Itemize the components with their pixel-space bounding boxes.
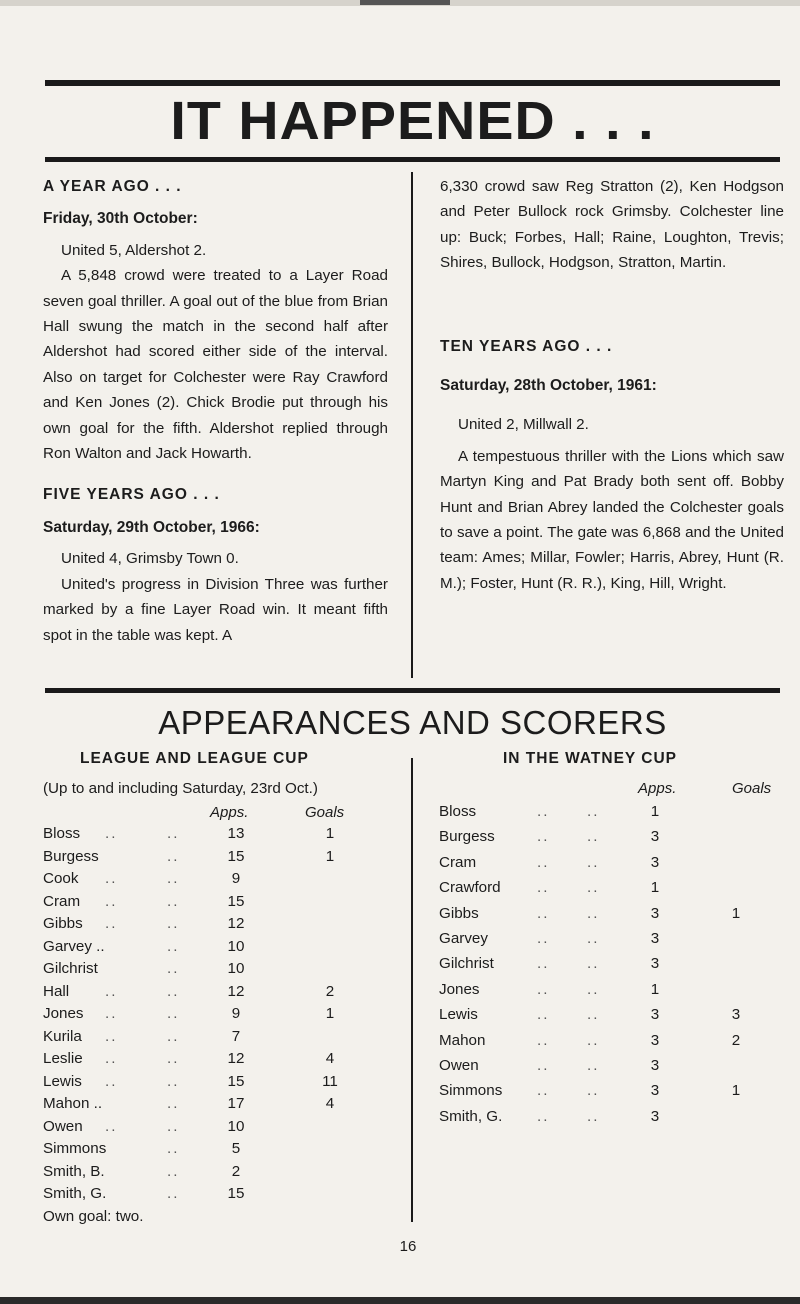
apps-value: 12	[227, 1050, 245, 1067]
goals-value: 2	[325, 982, 335, 1000]
player-name: Mahon ..	[43, 1095, 103, 1112]
goals-value: 1	[325, 825, 335, 842]
left-column	[43, 174, 388, 648]
apps-value: 3	[650, 1107, 660, 1125]
table-row	[439, 879, 779, 901]
leader-dots: ..	[167, 1027, 180, 1045]
leader-dots: ..	[167, 1005, 180, 1022]
player-name: Smith, B.	[43, 1162, 105, 1180]
watney-apps-header: Apps.	[638, 780, 677, 797]
apps-value: 3	[650, 1057, 660, 1074]
apps-value: 9	[231, 870, 241, 887]
table-row	[43, 1095, 373, 1117]
title-rule	[45, 157, 780, 162]
leader-dots: ..	[105, 1117, 118, 1135]
player-name: Cook	[43, 870, 79, 887]
table-row	[43, 938, 373, 960]
apps-value: 10	[227, 1117, 245, 1135]
leader-dots: ..	[587, 930, 600, 947]
player-name: Gilchrist	[439, 955, 494, 973]
player-name: Burgess	[43, 847, 99, 865]
leader-dots: ..	[167, 870, 180, 887]
apps-value: 15	[227, 1072, 245, 1090]
leader-dots: ..	[537, 904, 550, 922]
table-row	[439, 803, 779, 825]
five-years-ago-heading: FIVE YEARS AGO . . .	[43, 486, 220, 504]
five-years-ago-text-continued: 6,330 crowd saw Reg Stratton (2), Ken Hodgson and Peter Bullock rock Grimsby. Colchester line up: Buck; Forbes, Hall; Raine, Loughton, Trevis; Shires, Bullock, Hodgson, Stratton, Martin.	[440, 178, 784, 272]
goals-value: 1	[325, 847, 335, 865]
column-divider	[411, 172, 413, 678]
leader-dots: ..	[167, 1095, 180, 1112]
leader-dots: ..	[537, 1107, 550, 1125]
leader-dots: ..	[537, 803, 550, 820]
table-divider	[411, 758, 413, 1222]
leader-dots: ..	[537, 980, 550, 998]
leader-dots: ..	[587, 828, 600, 846]
apps-value: 17	[227, 1095, 245, 1112]
five-years-ago-date: Saturday, 29th October, 1966:	[43, 518, 260, 536]
leader-dots: ..	[537, 1006, 550, 1024]
leader-dots: ..	[537, 853, 550, 871]
leader-dots: ..	[167, 825, 180, 842]
top-rule	[45, 80, 780, 86]
leader-dots: ..	[587, 980, 600, 998]
leader-dots: ..	[105, 825, 118, 842]
apps-value: 9	[231, 1005, 241, 1022]
leader-dots: ..	[587, 803, 600, 820]
year-ago-heading: A YEAR AGO . . .	[43, 178, 182, 195]
leader-dots: ..	[537, 1057, 550, 1074]
apps-value: 12	[227, 982, 245, 1000]
player-name: Owen	[43, 1117, 83, 1135]
leader-dots: ..	[167, 915, 180, 932]
table-row	[439, 1082, 779, 1104]
table-row	[439, 828, 779, 850]
leader-dots: ..	[587, 853, 600, 871]
leader-dots: ..	[105, 982, 118, 1000]
player-name: Kurila	[43, 1027, 82, 1045]
watney-heading: IN THE WATNEY CUP	[503, 750, 678, 767]
player-name: Simmons	[439, 1082, 503, 1100]
leader-dots: ..	[587, 1057, 600, 1074]
apps-value: 3	[650, 955, 660, 973]
ten-years-ago-heading: TEN YEARS AGO . . .	[440, 337, 613, 355]
watney-goals-header: Goals	[732, 780, 772, 797]
leader-dots: ..	[105, 1005, 118, 1022]
leader-dots: ..	[105, 1027, 118, 1045]
player-name: Hall	[43, 982, 70, 1000]
leader-dots: ..	[167, 982, 180, 1000]
table-row	[43, 1140, 373, 1162]
leader-dots: ..	[167, 1117, 180, 1135]
goals-value: 2	[731, 1031, 741, 1049]
leader-dots: ..	[105, 915, 118, 932]
leader-dots: ..	[105, 892, 118, 910]
ten-years-ago-date: Saturday, 28th October, 1961:	[440, 377, 657, 395]
apps-value: 1	[650, 803, 660, 820]
player-name: Owen	[439, 1057, 479, 1074]
player-name: Mahon	[439, 1031, 486, 1049]
player-name: Jones	[439, 980, 480, 998]
leader-dots: ..	[167, 1050, 180, 1067]
apps-value: 1	[650, 879, 660, 897]
leader-dots: ..	[587, 955, 600, 973]
leader-dots: ..	[587, 1031, 600, 1049]
apps-value: 3	[650, 1006, 660, 1024]
own-goal-note: Own goal: two.	[43, 1208, 144, 1225]
leader-dots: ..	[167, 847, 180, 865]
player-name: Crawford	[439, 879, 501, 897]
table-row	[43, 1073, 373, 1095]
player-name: Garvey ..	[43, 937, 105, 955]
ten-years-ago-result: United 2, Millwall 2.	[458, 416, 589, 434]
table-row	[43, 1028, 373, 1050]
player-name: Cram	[43, 892, 81, 910]
player-name: Smith, G.	[439, 1107, 503, 1125]
five-years-ago-text: United's progress in Division Three was further marked by a fine Layer Road win. It meant fifth spot in the table was kept. A	[43, 575, 388, 644]
table-row	[43, 848, 373, 870]
table-row	[43, 825, 373, 847]
player-name: Burgess	[439, 828, 495, 846]
player-name: Cram	[439, 853, 477, 871]
player-name: Smith, G.	[43, 1185, 107, 1202]
player-name: Bloss	[439, 803, 477, 820]
goals-value: 11	[322, 1072, 338, 1090]
apps-value: 15	[227, 847, 245, 865]
five-years-ago-result: United 4, Grimsby Town 0.	[61, 550, 239, 568]
leader-dots: ..	[105, 870, 118, 887]
page-bottom-edge	[0, 1297, 800, 1304]
leader-dots: ..	[167, 937, 180, 955]
league-apps-header: Apps.	[210, 804, 249, 821]
goals-value: 1	[731, 1082, 741, 1100]
apps-value: 3	[650, 1031, 660, 1049]
leader-dots: ..	[587, 879, 600, 897]
leader-dots: ..	[587, 904, 600, 922]
table-row	[439, 1057, 779, 1079]
page-top-edge	[0, 0, 800, 6]
apps-value: 3	[650, 930, 660, 947]
leader-dots: ..	[537, 828, 550, 846]
apps-value: 10	[227, 937, 245, 955]
apps-value: 3	[650, 1082, 660, 1100]
leader-dots: ..	[167, 960, 180, 977]
table-row	[43, 1050, 373, 1072]
table-row	[43, 893, 373, 915]
player-name: Bloss	[43, 825, 81, 842]
year-ago-date: Friday, 30th October:	[43, 210, 198, 228]
player-name: Leslie	[43, 1050, 83, 1067]
apps-value: 12	[227, 915, 245, 932]
goals-value: 1	[325, 1005, 335, 1022]
player-name: Garvey	[439, 930, 488, 947]
apps-value: 3	[650, 828, 660, 846]
table-row	[439, 854, 779, 876]
goals-value: 4	[325, 1050, 335, 1067]
table-row	[439, 905, 779, 927]
goals-value: 1	[731, 904, 741, 922]
leader-dots: ..	[587, 1006, 600, 1024]
player-name: Jones	[43, 1005, 84, 1022]
table-row	[43, 960, 373, 982]
apps-value: 2	[231, 1162, 241, 1180]
goals-value: 3	[731, 1006, 741, 1024]
leader-dots: ..	[167, 1185, 180, 1202]
leader-dots: ..	[105, 1072, 118, 1090]
table-row	[43, 1185, 373, 1207]
league-goals-header: Goals	[305, 804, 345, 821]
player-name: Gibbs	[439, 904, 479, 922]
leader-dots: ..	[167, 1162, 180, 1180]
apps-value: 7	[231, 1027, 241, 1045]
table-row	[43, 915, 373, 937]
leader-dots: ..	[167, 1072, 180, 1090]
table-row	[439, 1006, 779, 1028]
player-name: Gibbs	[43, 915, 83, 932]
leader-dots: ..	[537, 1082, 550, 1100]
leader-dots: ..	[167, 892, 180, 910]
apps-value: 3	[650, 904, 660, 922]
leader-dots: ..	[537, 930, 550, 947]
apps-value: 5	[231, 1140, 241, 1157]
goals-value: 4	[325, 1095, 335, 1112]
league-heading: LEAGUE AND LEAGUE CUP	[80, 750, 309, 767]
table-row	[439, 1032, 779, 1054]
table-row	[43, 870, 373, 892]
year-ago-result: United 5, Aldershot 2.	[61, 241, 207, 259]
page-title: IT HAPPENED . . .	[170, 91, 655, 151]
leader-dots: ..	[587, 1082, 600, 1100]
table-row	[43, 1005, 373, 1027]
leader-dots: ..	[537, 879, 550, 897]
ten-years-ago-text: A tempestuous thriller with the Lions which saw Martyn King and Pat Brady both sent off. Bobby Hunt and Brian Abrey landed the Colchester goals to save a point. The gate was 6,868 and the United team: Ames; Millar, Fowler; Harris, Abrey, Hunt (R. M.); Foster, Hunt (R. R.), King, Hill, Wright.	[440, 447, 784, 592]
player-name: Lewis	[439, 1006, 478, 1024]
player-name: Lewis	[43, 1072, 82, 1090]
apps-value: 1	[650, 980, 660, 998]
apps-value: 10	[227, 960, 245, 977]
leader-dots: ..	[105, 1050, 118, 1067]
right-column	[440, 174, 784, 596]
apps-value: 13	[227, 825, 245, 842]
apps-value: 15	[227, 1185, 245, 1202]
appearances-title: APPEARANCES AND SCORERS	[158, 704, 667, 741]
page-number: 16	[399, 1238, 417, 1255]
player-name: Gilchrist	[43, 960, 98, 977]
apps-value: 15	[227, 892, 245, 910]
player-name: Simmons	[43, 1140, 107, 1157]
leader-dots: ..	[167, 1140, 180, 1157]
table-row	[439, 981, 779, 1003]
table-row	[43, 1118, 373, 1140]
leader-dots: ..	[587, 1107, 600, 1125]
year-ago-text: A 5,848 crowd were treated to a Layer Road seven goal thriller. A goal out of the blue from Brian Hall swung the match in the second half after Aldershot had scored either side of the interval. Also on target for Colchester were Ray Crawford and Ken Jones (2). Chick Brodie put through his own goal for the fifth. Aldershot replied through Ron Walton and Jack Howarth.	[43, 267, 388, 463]
table-row	[439, 955, 779, 977]
leader-dots: ..	[537, 955, 550, 973]
table-row	[439, 930, 779, 952]
league-note: (Up to and including Saturday, 23rd Oct.)	[43, 780, 318, 797]
apps-value: 3	[650, 853, 660, 871]
leader-dots: ..	[537, 1031, 550, 1049]
table-row	[43, 983, 373, 1005]
section-rule	[45, 688, 780, 693]
table-row	[43, 1163, 373, 1185]
table-row	[439, 1108, 779, 1130]
